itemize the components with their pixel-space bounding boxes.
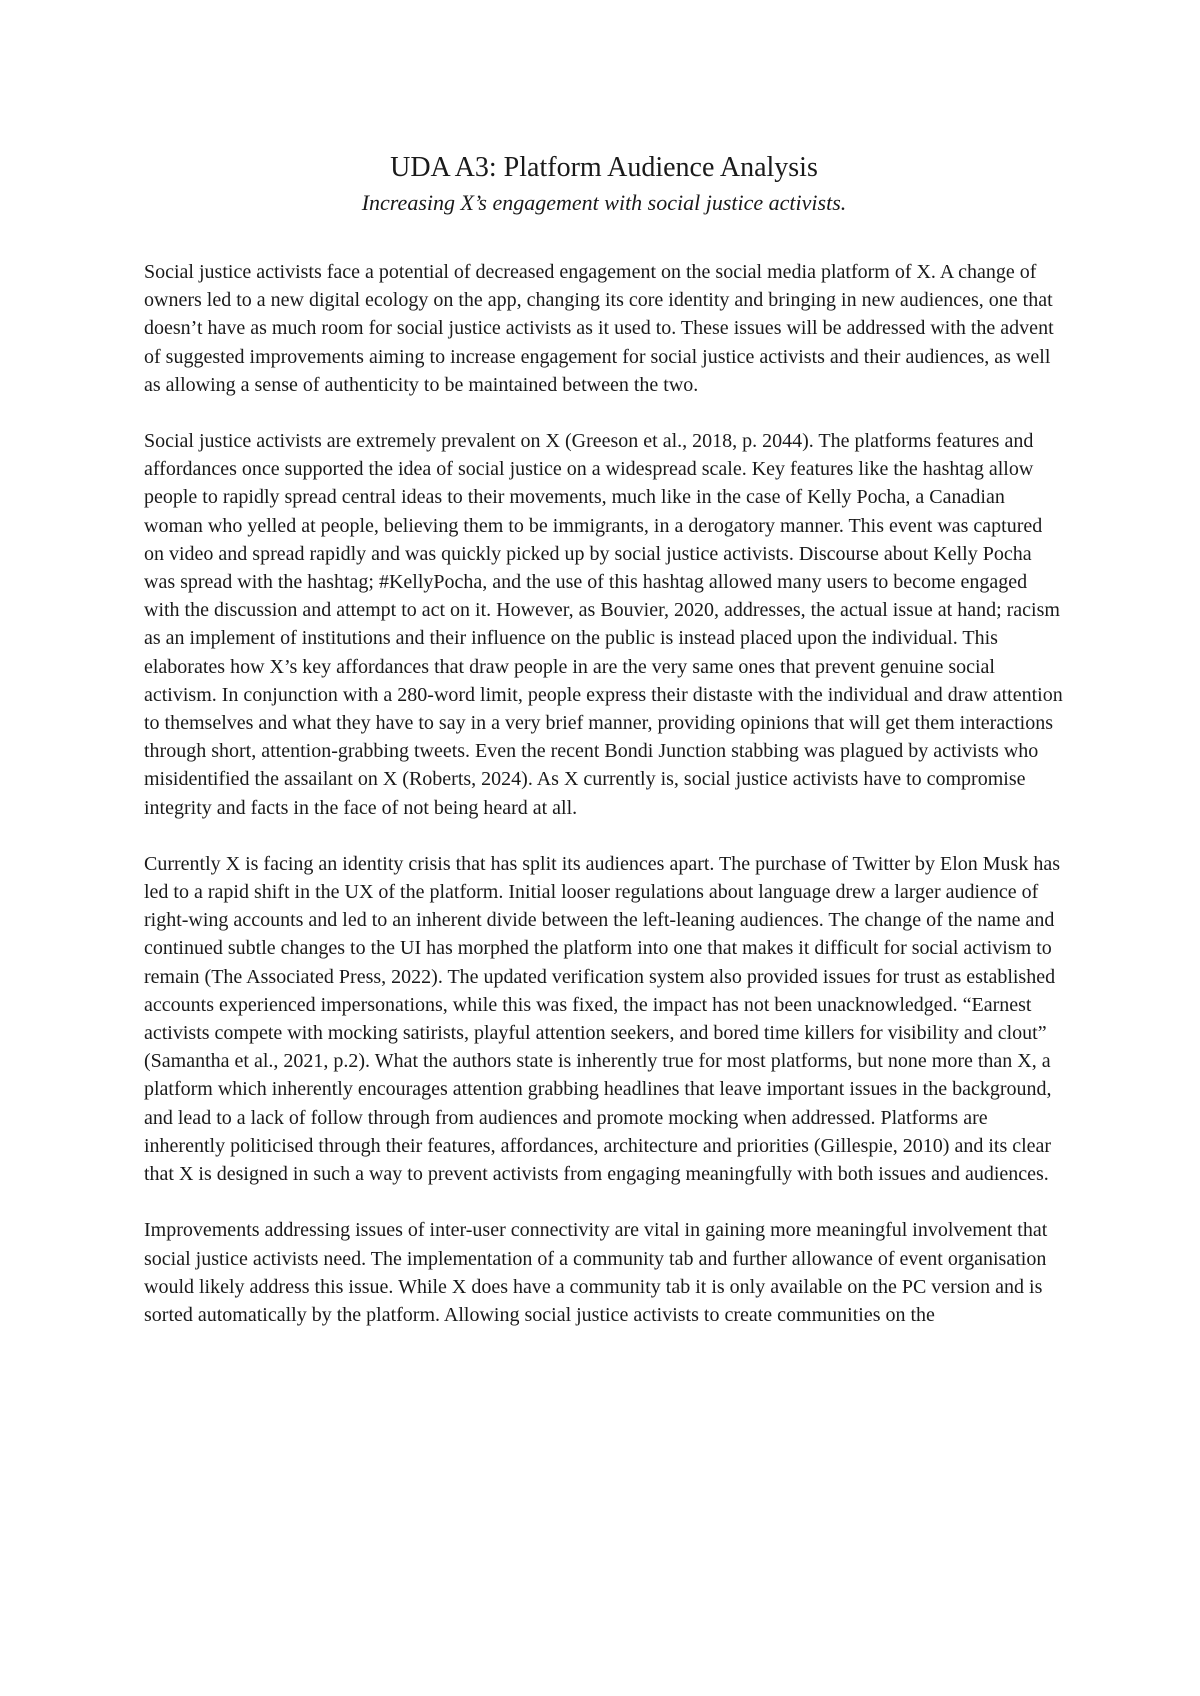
paragraph-3: Currently X is facing an identity crisis that has split its audiences apart. The purchase of Twitter by Elon Musk has led to a rapid shift in the UX of the platform. Initial looser regulations about language drew a larger audience of right-wing accounts and led to an inherent divide between the left-leaning audiences. The change of the name and continued subtle changes to the UI has morphed the platform into one that makes it difficult for social activism to remain (The Associated Press, 2022). The updated verification system also provided issues for trust as established accounts experienced impersonations, while this was fixed, the impact has not been unacknowledged. “Earnest activists compete with mocking satirists, playful attention seekers, and bored time killers for visibility and clout” (Samantha et al., 2021, p.2). What the authors state is inherently true for most platforms, but none more than X, a platform which inherently encourages attention grabbing headlines that leave important issues in the background, and lead to a lack of follow through from audiences and promote mocking when addressed. Platforms are inherently politicised through their features, affordances, architecture and priorities (Gillespie, 2010) and its clear that X is designed in such a way to prevent activists from engaging meaningfully with both issues and audiences.: [144, 852, 1060, 1186]
paragraph-4: Improvements addressing issues of inter-user connectivity are vital in gaining more meaningful involvement that social justice activists need. The implementation of a community tab and further allowance of event organisation would likely address this issue. While X does have a community tab it is only available on the PC version and is sorted automatically by the platform. Allowing social justice activists to create communities on the: [144, 1219, 1048, 1326]
document-title: UDA A3: Platform Audience Analysis: [390, 152, 818, 183]
document-body: [144, 258, 1064, 1329]
paragraph-1: Social justice activists face a potential of decreased engagement on the social media platform of X. A change of owners led to a new digital ecology on the app, changing its core identity and bringing in new audiences, one that doesn’t have as much room for social justice activists as it used to. These issues will be addressed with the advent of suggested improvements aiming to increase engagement for social justice activists and their audiences, as well as allowing a sense of authenticity to be maintained between the two.: [144, 261, 1054, 396]
document-subtitle: Increasing X’s engagement with social justice activists.: [361, 190, 847, 215]
paragraph-2: Social justice activists are extremely prevalent on X (Greeson et al., 2018, p. 2044). The platforms features and affordances once supported the idea of social justice on a widespread scale. Key features like the hashtag allow people to rapidly spread central ideas to their movements, much like in the case of Kelly Pocha, a Canadian woman who yelled at people, believing them to be immigrants, in a derogatory manner. This event was captured on video and spread rapidly and was quickly picked up by social justice activists. Discourse about Kelly Pocha was spread with the hashtag; #KellyPocha, and the use of this hashtag allowed many users to become engaged with the discussion and attempt to act on it. However, as Bouvier, 2020, addresses, the actual issue at hand; racism as an implement of institutions and their influence on the public is instead placed upon the individual. This elaborates how X’s key affordances that draw people in are the very same ones that prevent genuine social activism. In conjunction with a 280-word limit, people express their distaste with the individual and draw attention to themselves and what they have to say in a very brief manner, providing opinions that will get them interactions through short, attention-grabbing tweets. Even the recent Bondi Junction stabbing was plagued by activists who misidentified the assailant on X (Roberts, 2024). As X currently is, social justice activists have to compromise integrity and facts in the face of not being heard at all.: [144, 430, 1063, 819]
document-page: [144, 150, 1064, 1357]
